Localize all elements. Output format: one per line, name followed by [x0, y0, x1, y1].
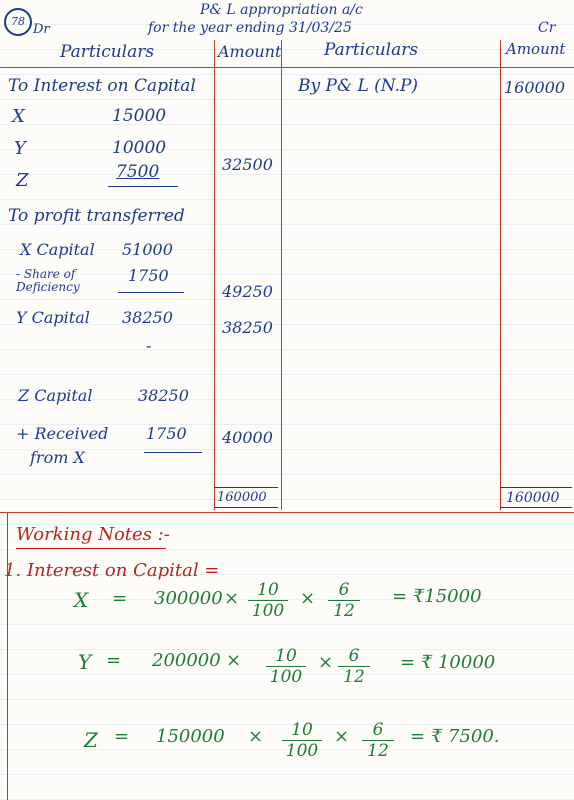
notes-margin-line [7, 512, 8, 800]
deficiency-label: - Share of Deficiency [16, 267, 80, 294]
profit-heading: To profit transferred [8, 206, 185, 226]
calc-z-times-1: × [248, 726, 264, 747]
note-1-heading: 1. Interest on Capital = [4, 560, 220, 581]
calc-y-period-numerator: 6 [338, 646, 370, 667]
partner-y-interest: 10000 [112, 138, 167, 158]
y-net-profit: 38250 [222, 318, 273, 337]
partner-y-label: Y [14, 138, 26, 159]
calc-y-equals: = [106, 650, 122, 671]
calc-z-result: = ₹ 7500. [410, 726, 500, 747]
calc-y-capital: 200000 [152, 650, 221, 671]
calc-x-result: = ₹15000 [392, 586, 482, 607]
calc-z-capital: 150000 [156, 726, 225, 747]
calc-z-rate-fraction [282, 720, 322, 761]
partner-z-interest: 7500 [116, 162, 160, 182]
z-subtotal-line [144, 452, 202, 453]
debit-total-top-line [214, 487, 278, 488]
header-amount-cr: Amount [506, 40, 566, 58]
x-capital-label: X Capital [20, 240, 95, 259]
x-net-profit: 49250 [222, 282, 273, 301]
calc-y-period-denominator: 12 [343, 667, 365, 687]
calc-z-period-denominator: 12 [367, 741, 389, 761]
calc-x-times-1: × [224, 588, 240, 609]
calc-x-equals: = [112, 588, 128, 609]
question-number: 78 [4, 8, 32, 36]
y-capital-label: Y Capital [16, 308, 90, 327]
credit-total: 160000 [506, 490, 560, 506]
deficiency-amount: 1750 [128, 266, 169, 285]
z-capital-label: Z Capital [18, 386, 93, 405]
header-particulars-dr: Particulars [60, 42, 155, 62]
interest-total: 32500 [222, 155, 273, 174]
y-capital-share: 38250 [122, 308, 173, 327]
ledger-bottom-rule [0, 512, 574, 513]
calc-x-rate-numerator: 10 [248, 580, 288, 601]
interest-subtotal-line [108, 186, 178, 187]
dr-label: Dr [33, 22, 50, 37]
calc-x-times-2: × [300, 588, 316, 609]
calc-y-times-2: × [318, 652, 334, 673]
partner-z-label: Z [16, 170, 29, 191]
calc-x-rate-denominator: 100 [251, 601, 285, 621]
received-amount: 1750 [146, 424, 187, 443]
calc-z-partner: Z [84, 728, 98, 752]
calc-z-rate-numerator: 10 [282, 720, 322, 741]
calc-y-rate-numerator: 10 [266, 646, 306, 667]
column-divider-3 [500, 40, 501, 510]
calc-z-period-fraction [362, 720, 394, 761]
calc-y-result: = ₹ 10000 [400, 652, 496, 673]
working-notes-heading: Working Notes :- [16, 524, 170, 545]
by-pl-amount: 160000 [504, 78, 566, 97]
calc-y-rate-denominator: 100 [269, 667, 303, 687]
z-net-profit: 40000 [222, 428, 273, 447]
calc-z-rate-denominator: 100 [285, 741, 319, 761]
working-notes-underline [16, 548, 166, 549]
header-amount-dr: Amount [218, 42, 282, 61]
from-x-label: from X [30, 448, 85, 467]
received-label: + Received [16, 424, 109, 443]
calc-x-capital: 300000 [154, 588, 223, 609]
by-pl-net-profit: By P& L (N.P) [298, 76, 419, 96]
credit-total-bottom-line [500, 507, 572, 508]
account-period: for the year ending 31/03/25 [148, 20, 352, 36]
calc-y-rate-fraction [266, 646, 306, 687]
calc-z-equals: = [114, 726, 130, 747]
calc-x-period-denominator: 12 [333, 601, 355, 621]
partner-x-interest: 15000 [112, 106, 167, 126]
calc-y-partner: Y [78, 650, 92, 674]
calc-x-period-numerator: 6 [328, 580, 360, 601]
calc-y-period-fraction [338, 646, 370, 687]
debit-total-bottom-line [214, 507, 278, 508]
y-dash: - [146, 336, 152, 355]
x-capital-share: 51000 [122, 240, 173, 259]
x-subtotal-line [118, 292, 184, 293]
debit-total: 160000 [217, 490, 267, 505]
credit-total-top-line [500, 487, 572, 488]
column-divider-1 [214, 40, 215, 510]
header-particulars-cr: Particulars [324, 40, 419, 60]
calc-x-partner: X [74, 588, 89, 612]
calc-y-times-1: × [226, 650, 242, 671]
calc-z-times-2: × [334, 726, 350, 747]
header-rule [0, 67, 574, 68]
cr-label: Cr [538, 20, 556, 36]
calc-z-period-numerator: 6 [362, 720, 394, 741]
column-divider-2 [281, 40, 282, 510]
z-capital-share: 38250 [138, 386, 189, 405]
partner-x-label: X [12, 106, 25, 127]
calc-x-period-fraction [328, 580, 360, 621]
calc-x-rate-fraction [248, 580, 288, 621]
interest-heading: To Interest on Capital [8, 76, 196, 96]
account-title: P& L appropriation a/c [200, 2, 363, 18]
